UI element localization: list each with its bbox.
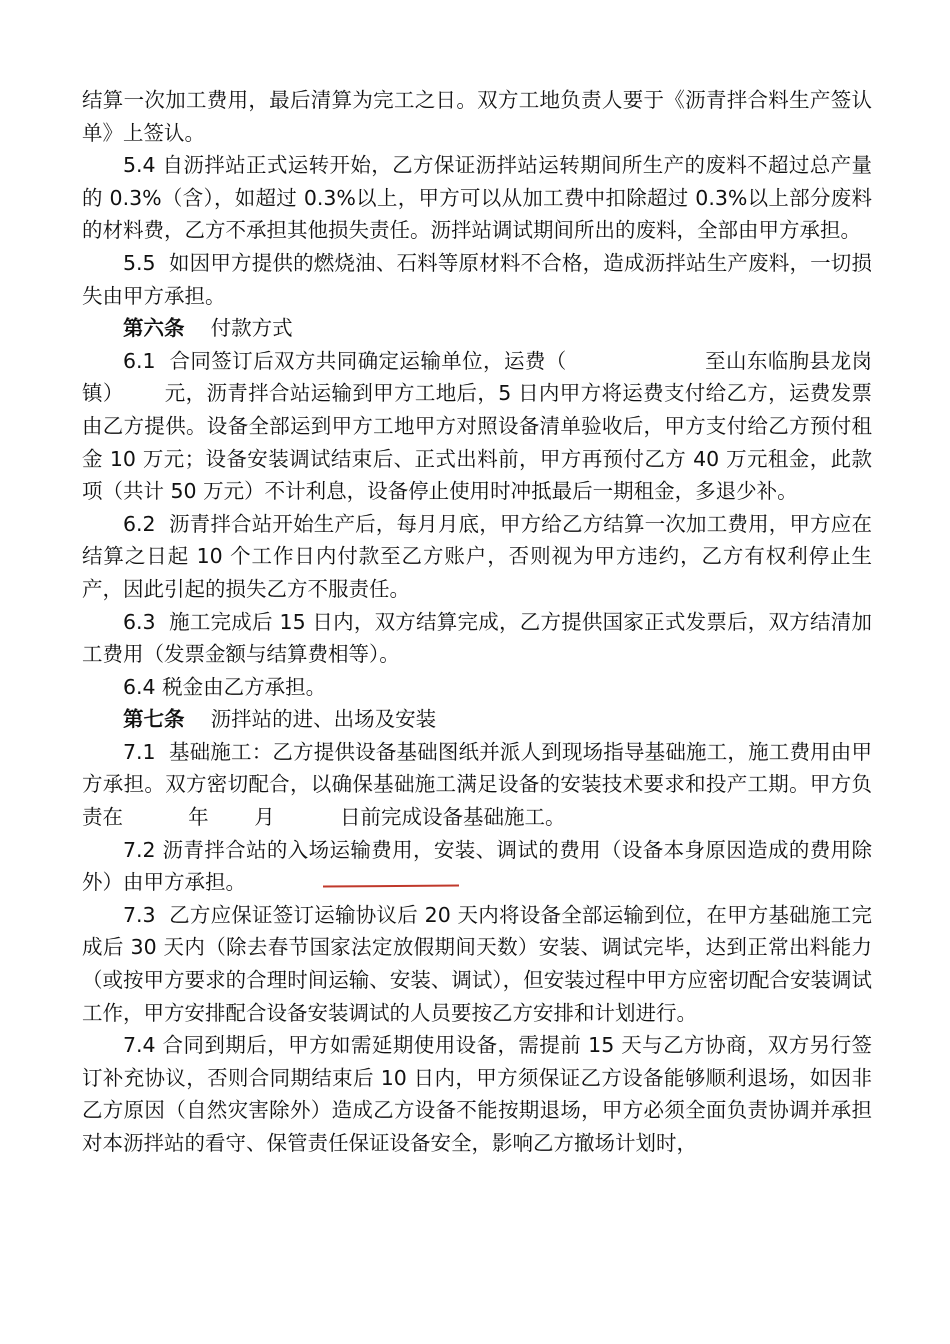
paragraph-7-4: 7.4 合同到期后，甲方如需延期使用设备，需提前 15 天与乙方协商，双方另行签订补充协议，否则合同期结束后 10 日内，甲方须保证乙方设备能够顺利退场，如因非乙方原因（自然灾害除外）造成乙方设备不能按期退场，甲方必须全面负责协调并承担对本沥拌站的看守、保管责任保证设备安全，影响乙方撤场计划时，	[82, 1033, 872, 1155]
paragraph-7-1: 7.1 基础施工：乙方提供设备基础图纸并派人到现场指导基础施工，施工费用由甲方承担。双方密切配合，以确保基础施工满足设备的安装技术要求和投产工期。甲方负责在 年 月 日前完成设备基础施工。	[82, 739, 872, 830]
article-6-title: 付款方式	[210, 316, 293, 341]
paragraph-7-2: 7.2 沥青拌合站的入场运输费用，安装、调试的费用（设备本身原因造成的费用除外）由甲方承担。	[82, 837, 872, 895]
article-7-heading	[82, 703, 872, 736]
article-7-title: 沥拌站的进、出场及安装	[210, 707, 437, 732]
paragraph-6-2: 6.2 沥青拌合站开始生产后，每月月底，甲方给乙方结算一次加工费用，甲方应在结算之日起 10 个工作日内付款至乙方账户，否则视为甲方违约，乙方有权利停止生产，因此引起的损失乙方不服责任。	[82, 511, 872, 601]
paragraph-5-5: 5.5 如因甲方提供的燃烧油、石料等原材料不合格，造成沥拌站生产废料，一切损失由甲方承担。	[82, 250, 872, 308]
paragraph-6-3: 6.3 施工完成后 15 日内，双方结算完成，乙方提供国家正式发票后，双方结清加工费用（发票金额与结算费相等）。	[82, 609, 872, 667]
article-6-heading	[82, 312, 872, 345]
paragraph-7-3: 7.3 乙方应保证签订运输协议后 20 天内将设备全部运输到位，在甲方基础施工完成后 30 天内（除去春节国家法定放假期间天数）安装、调试完毕，达到正常出料能力（或按甲方要求的合理时间运输、安装、调试），但安装过程中甲方应密切配合安装调试工作，甲方安排配合设备安装调试的人员要按乙方安排和计划进行。	[82, 902, 872, 1025]
article-6-number: 第六条	[123, 316, 185, 341]
article-7-number: 第七条	[123, 707, 185, 732]
paragraph-6-1: 6.1 合同签订后双方共同确定运输单位，运费（ 至山东临朐县龙岗镇） 元，沥青拌合站运输到甲方工地后，5 日内甲方将运费支付给乙方，运费发票由乙方提供。设备全部运到甲方工地甲方对照设备清单验收后，甲方支付给乙方预付租金 10 万元；设备安装调试结束后、正式出料前，甲方再预付乙方 40 万元租金，此款项（共计 50 万元）不计利息，设备停止使用时冲抵最后一期租金，多退少补。	[82, 348, 872, 504]
paragraph-settlement-tail: 结算一次加工费用，最后清算为完工之日。双方工地负责人要于《沥青拌合料生产签认单》上签认。	[82, 88, 872, 145]
paragraph-5-4: 5.4 自沥拌站正式运转开始，乙方保证沥拌站运转期间所生产的废料不超过总产量的 0.3%（含），如超过 0.3%以上，甲方可以从加工费中扣除超过 0.3%以上部分废料的材料费，乙方不承担其他损失责任。沥拌站调试期间所出的废料，全部由甲方承担。	[82, 153, 872, 243]
contract-page	[82, 84, 872, 1160]
paragraph-6-4: 6.4 税金由乙方承担。	[123, 674, 327, 699]
